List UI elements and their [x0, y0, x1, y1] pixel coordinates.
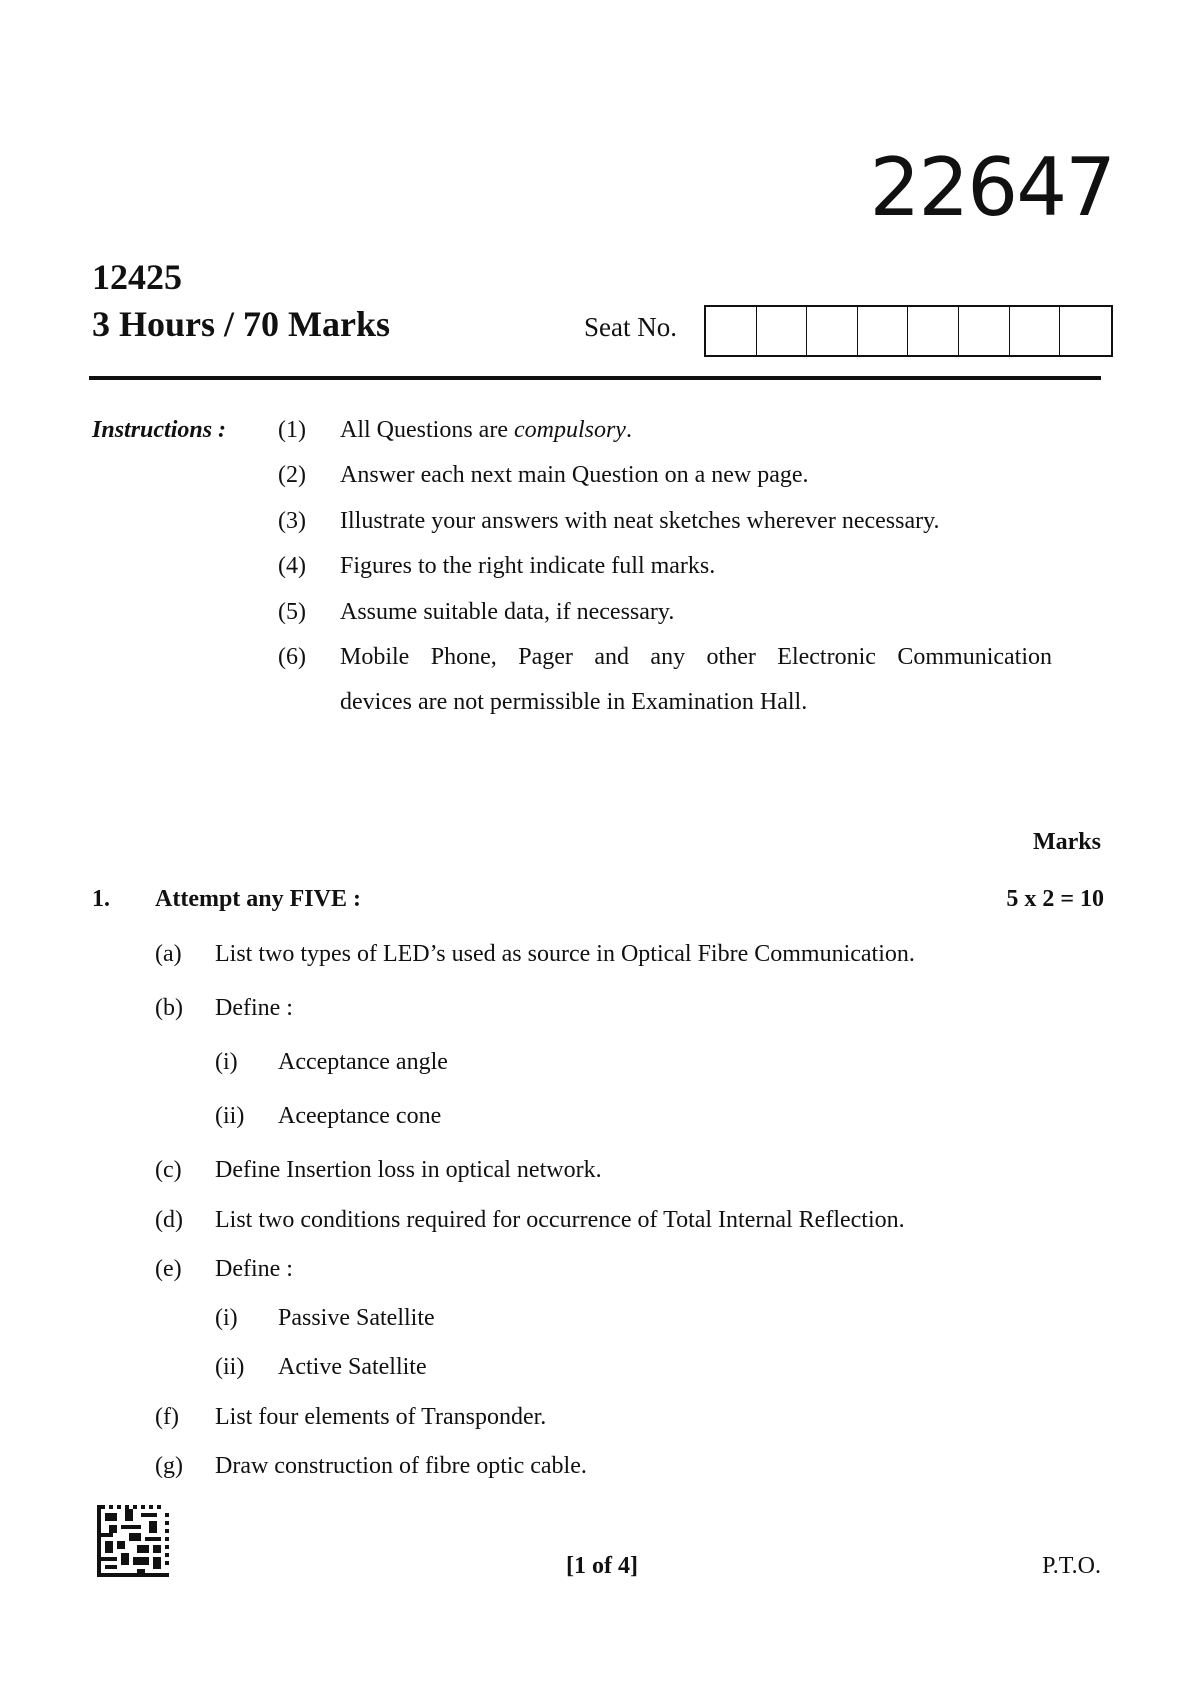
- subpart-label: (ii): [215, 1354, 245, 1380]
- subquestion-label: (d): [155, 1207, 183, 1233]
- page-number: [1 of 4]: [566, 1553, 638, 1579]
- instruction-text-continued: devices are not permissible in Examination Hall.: [340, 689, 808, 715]
- instruction-emphasis: compulsory: [513, 417, 626, 443]
- subquestion-label: (f): [155, 1404, 179, 1430]
- instruction-text: Answer each next main Question on a new page.: [340, 462, 809, 488]
- seat-digit-box[interactable]: [1060, 307, 1111, 355]
- instruction-number: (2): [278, 462, 306, 488]
- question-number: 1.: [92, 886, 110, 912]
- subquestion-label: (b): [155, 995, 183, 1021]
- subpart-label: (i): [215, 1305, 238, 1331]
- instruction-text: Figures to the right indicate full marks.: [340, 553, 716, 579]
- subquestion-text: Define :: [215, 995, 293, 1021]
- header-divider: [89, 376, 1101, 380]
- subquestion-text: Draw construction of fibre optic cable.: [215, 1453, 587, 1479]
- subquestion-label: (g): [155, 1453, 183, 1479]
- subquestion-text: List four elements of Transponder.: [215, 1404, 547, 1430]
- seat-number-boxes[interactable]: [704, 305, 1113, 357]
- seat-number-label: Seat No.: [584, 312, 677, 342]
- seat-digit-box[interactable]: [959, 307, 1010, 355]
- exam-code: 12425: [92, 257, 182, 297]
- duration-marks: 3 Hours / 70 Marks: [92, 304, 391, 344]
- subquestion-label: (e): [155, 1256, 182, 1282]
- instruction-text: Assume suitable data, if necessary.: [340, 599, 675, 625]
- seat-digit-box[interactable]: [807, 307, 858, 355]
- subquestion-text: List two types of LED’s used as source in Optical Fibre Communication.: [215, 941, 915, 967]
- subpart-text: Aceeptance cone: [278, 1103, 442, 1129]
- marks-column-heading: Marks: [1033, 829, 1101, 855]
- seat-digit-box[interactable]: [858, 307, 909, 355]
- subpart-text: Active Satellite: [278, 1354, 427, 1380]
- seat-digit-box[interactable]: [706, 307, 757, 355]
- subquestion-text: Define :: [215, 1256, 293, 1282]
- subpart-text: Acceptance angle: [278, 1049, 448, 1075]
- subpart-label: (i): [215, 1049, 238, 1075]
- subpart-label: (ii): [215, 1103, 245, 1129]
- instruction-number: (5): [278, 599, 306, 625]
- instruction-number: (3): [278, 508, 306, 534]
- subquestion-label: (c): [155, 1157, 182, 1183]
- subquestion-label: (a): [155, 941, 182, 967]
- question-title: Attempt any FIVE :: [155, 886, 361, 912]
- question-marks: 5 x 2 = 10: [1006, 886, 1104, 912]
- seat-digit-box[interactable]: [757, 307, 808, 355]
- instructions-label: Instructions :: [92, 417, 227, 443]
- subpart-text: Passive Satellite: [278, 1305, 435, 1331]
- instruction-text: Mobile Phone, Pager and any other Electronic Communication: [340, 644, 1052, 670]
- seat-digit-box[interactable]: [1010, 307, 1061, 355]
- subquestion-text: Define Insertion loss in optical network.: [215, 1157, 602, 1183]
- instruction-text: All Questions are compulsory.: [340, 417, 632, 443]
- instruction-number: (4): [278, 553, 306, 579]
- please-turn-over: P.T.O.: [1042, 1553, 1101, 1579]
- subquestion-text: List two conditions required for occurrence of Total Internal Reflection.: [215, 1207, 905, 1233]
- datamatrix-barcode-icon: [97, 1505, 169, 1577]
- instruction-number: (1): [278, 417, 306, 443]
- paper-code: 22647: [869, 141, 1114, 234]
- instruction-text: Illustrate your answers with neat sketches wherever necessary.: [340, 508, 940, 534]
- seat-digit-box[interactable]: [908, 307, 959, 355]
- instruction-number: (6): [278, 644, 306, 670]
